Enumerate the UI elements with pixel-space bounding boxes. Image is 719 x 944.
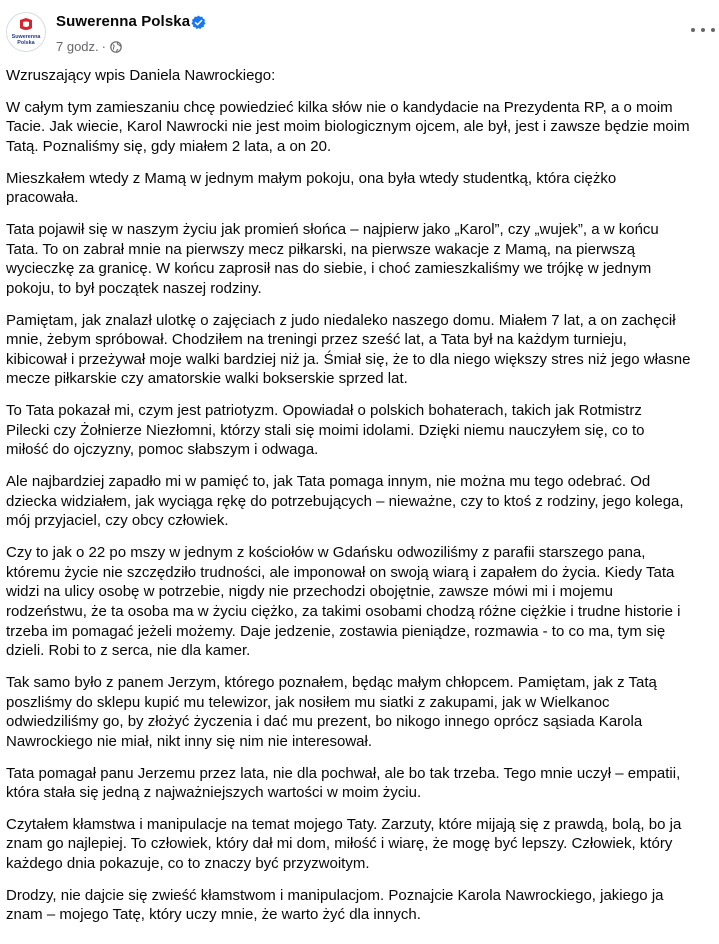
logo-text-line1: Suwerenna — [11, 34, 41, 40]
post-paragraph — [6, 311, 719, 389]
post-line: która stała się jedną z najważniejszych wartości w moim życiu. — [6, 784, 422, 802]
post-paragraph — [6, 66, 719, 86]
post-paragraph — [6, 98, 719, 157]
post-paragraph — [6, 169, 719, 208]
post-line: mój przyjaciel, czy obcy człowiek. — [6, 512, 229, 530]
post-paragraph — [6, 886, 719, 925]
logo-shield-inner — [23, 22, 29, 28]
more-options-button[interactable] — [691, 20, 715, 40]
post-line: widzi na ulicy osobę w potrzebie, nigdy nie przechodzi obojętnie, zawsze mówi mi i mojemu — [6, 583, 613, 601]
post-line: Wzruszający wpis Daniela Nawrockiego: — [6, 67, 276, 84]
post-line: poszliśmy do sklepu kupić mu telewizor, jak nosiłem mu siatki z zakupami, jak w Wielkanoc — [6, 693, 610, 711]
post-line: znam go najlepiej. To człowiek, który dał mi dom, miłość i wiarę, że mogę być lepszy. Człowiek, który — [6, 835, 673, 853]
post-paragraph — [6, 220, 719, 298]
page-name-link[interactable]: Suwerenna Polska — [56, 13, 191, 30]
post-line: Czy to jak o 22 po mszy w jednym z kościołów w Gdańsku odwoziliśmy z parafii starszego pana, — [6, 544, 646, 562]
post-line: trzeba im pomagać jeżeli możemy. Daje jedzenie, zostawia pieniądze, rozmawia - to co ma, tym się — [6, 622, 666, 640]
post-line: Pamiętam, jak znalazł ulotkę o zajęciach z judo niedaleko naszego domu. Miałem 7 lat, a on zachęcił — [6, 311, 676, 329]
post-paragraph — [6, 815, 719, 874]
post-paragraph — [6, 764, 719, 803]
post-line: dziecka widziałem, jak wyciąga rękę do potrzebujących – nieważne, czy to ktoś z rodziny, jego kolega, — [6, 492, 684, 510]
post-meta — [56, 39, 122, 54]
party-logo-icon — [7, 13, 45, 51]
post-header — [0, 0, 719, 66]
post-line: miłość do ojczyzny, pomoc słabszym i odwaga. — [6, 441, 319, 459]
post-line: Tata pomagał panu Jerzemu przez lata, nie dla pochwał, ale bo tak trzeba. Tego mnie uczył – empatii, — [6, 764, 681, 782]
post-line: dzieli. Robi to z serca, nie dla kamer. — [6, 642, 251, 660]
timestamp-link[interactable]: 7 godz. — [56, 39, 99, 54]
more-horizontal-icon-dot — [691, 28, 695, 32]
post-line: Czytałem kłamstwa i manipulacje na temat mojego Taty. Zarzuty, które mijają się z prawdą, bolą, bo ja — [6, 815, 682, 833]
post-line: pracowała. — [6, 189, 79, 207]
post-line: To Tata pokazał mi, czym jest patriotyzm. Opowiadał o polskich bohaterach, takich jak Rotmistrz — [6, 402, 642, 420]
post-line: Drodzy, nie dajcie się zwieść kłamstwom i manipulacjom. Poznajcie Karola Nawrockiego, jakiego ja — [6, 886, 664, 904]
more-horizontal-icon-dot — [711, 28, 715, 32]
post-line: W całym tym zamieszaniu chcę powiedzieć kilka słów nie o kandydacie na Prezydenta RP, a o moim — [6, 98, 673, 116]
post-paragraph — [6, 472, 719, 531]
post-text — [6, 66, 719, 937]
post-line: Pilecki czy Żołnierze Niezłomni, którzy stali się moimi idolami. Dzięki niemu nauczyłem się, co to — [6, 421, 645, 439]
post-line: Tak samo było z panem Jerzym, którego poznałem, będąc małym chłopcem. Pamiętam, jak z Tatą — [6, 673, 657, 691]
post-line: wycieczkę za granicę. W końcu zaprosił nas do siebie, i choć zamieszkaliśmy we trójkę w jednym — [6, 260, 652, 278]
avatar[interactable] — [6, 12, 46, 52]
verified-badge-icon — [191, 15, 206, 30]
post-line: kibicował i przeżywał moje walki bardziej niż ja. Śmiał się, że to dla niego większy stres niż jego własne — [6, 350, 691, 368]
post-line: Tatą. Poznaliśmy się, gdy miałem 2 lata, a on 20. — [6, 137, 332, 155]
post-line: Tacie. Jak wiecie, Karol Nawrocki nie jest moim biologicznym ojcem, ale był, jest i zawsze będzie moim — [6, 118, 690, 136]
post-paragraph — [6, 543, 719, 661]
post-line: Ale najbardziej zapadło mi w pamięć to, jak Tata pomaga innym, nie można mu tego odebrać. Od — [6, 473, 651, 491]
logo-text-line2: Polska — [17, 40, 35, 46]
post-line: mnie, żebym spróbował. Chodziłem na treningi przez sześć lat, a Tata był na każdym turnieju, — [6, 331, 627, 349]
post-paragraph — [6, 401, 719, 460]
post-line: któremu życie nie szczędziło trudności, ale imponował on swoją wiarą i zapałem do życia. Kiedy Tata — [6, 563, 675, 581]
post-line: pokoju, to był początek naszej rodziny. — [6, 279, 262, 297]
meta-separator: · — [101, 39, 106, 54]
post-line: rodzeństwu, że ta osoba ma w życiu ciężko, za takimi osobami chodzą różne ciężkie i trudne historie i — [6, 602, 681, 620]
more-horizontal-icon-dot — [701, 28, 705, 32]
post-line: każdego dnia pokazuje, co to znaczy być przyzwoitym. — [6, 855, 370, 873]
post-line: mecze piłkarskie czy amatorskie walki bokserskie sprzed lat. — [6, 370, 408, 388]
post-line: Tata. To on zabrał mnie na pierwszy mecz piłkarski, na pierwsze wakacje z Mamą, na pierwszą — [6, 240, 636, 258]
globe-icon[interactable] — [110, 41, 122, 53]
post-line: Mieszkałem wtedy z Mamą w jednym małym pokoju, ona była wtedy studentką, która ciężko — [6, 169, 617, 187]
post-line: znam – mojego Tatę, który uczy mnie, że warto żyć dla innych. — [6, 906, 421, 924]
post-line: odwiedziliśmy go, by złożyć życzenia i dać mu prezent, bo nikogo innego oprócz sąsiada Karola — [6, 713, 643, 731]
post-line: Nawrockiego nie miał, nikt inny się nim nie interesował. — [6, 732, 372, 750]
post-paragraph — [6, 673, 719, 751]
post-line: Tata pojawił się w naszym życiu jak promień słońca – najpierw jako „Karol”, czy „wujek”, a w końcu — [6, 221, 659, 239]
